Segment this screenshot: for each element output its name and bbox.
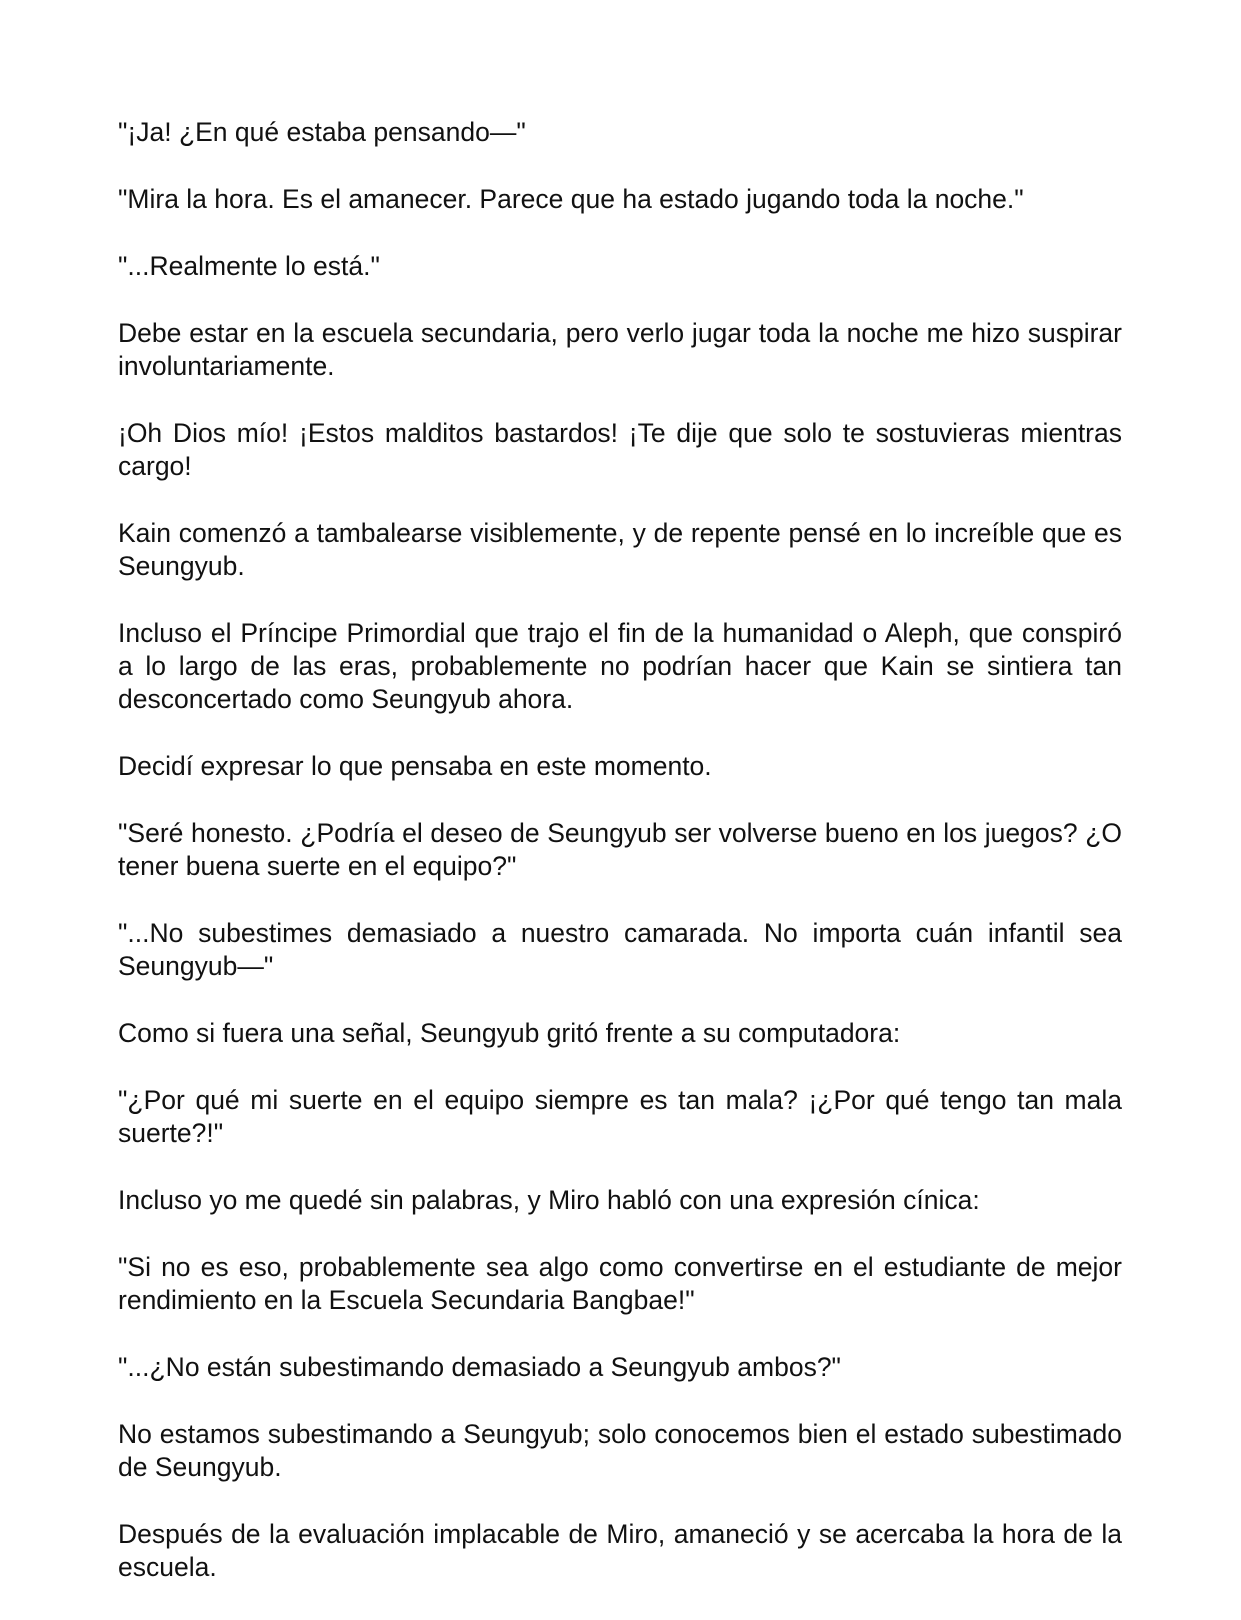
paragraph-7: Incluso el Príncipe Primordial que trajo el fin de la humanidad o Aleph, que conspiró a lo largo de las eras, probablemente no podrían hacer que Kain se sintiera tan desconcertado como Seungyub ahora.: [118, 618, 1122, 714]
paragraph-1: "¡Ja! ¿En qué estaba pensando—": [118, 117, 526, 147]
paragraph-9: "Seré honesto. ¿Podría el deseo de Seungyub ser volverse bueno en los juegos? ¿O tener buena suerte en el equipo?": [118, 818, 1122, 881]
paragraph-4: Debe estar en la escuela secundaria, pero verlo jugar toda la noche me hizo suspirar involuntariamente.: [118, 318, 1122, 381]
paragraph-8: Decidí expresar lo que pensaba en este momento.: [118, 751, 712, 781]
paragraph-17: Después de la evaluación implacable de Miro, amaneció y se acercaba la hora de la escuela.: [118, 1519, 1122, 1582]
paragraph-13: Incluso yo me quedé sin palabras, y Miro habló con una expresión cínica:: [118, 1185, 980, 1215]
paragraph-12: "¿Por qué mi suerte en el equipo siempre es tan mala? ¡¿Por qué tengo tan mala suerte?!": [118, 1085, 1122, 1148]
paragraph-3: "...Realmente lo está.": [118, 251, 380, 281]
paragraph-6: Kain comenzó a tambalearse visiblemente, y de repente pensé en lo increíble que es Seungyub.: [118, 518, 1122, 581]
paragraph-10: "...No subestimes demasiado a nuestro camarada. No importa cuán infantil sea Seungyub—": [118, 918, 1122, 981]
paragraph-14: "Si no es eso, probablemente sea algo como convertirse en el estudiante de mejor rendimiento en la Escuela Secundaria Bangbae!": [118, 1252, 1122, 1315]
paragraph-11: Como si fuera una señal, Seungyub gritó frente a su computadora:: [118, 1018, 901, 1048]
paragraph-2: "Mira la hora. Es el amanecer. Parece que ha estado jugando toda la noche.": [118, 184, 1024, 214]
document-page: [118, 116, 1122, 1618]
paragraph-16: No estamos subestimando a Seungyub; solo conocemos bien el estado subestimado de Seungyub.: [118, 1419, 1122, 1482]
paragraph-5: ¡Oh Dios mío! ¡Estos malditos bastardos! ¡Te dije que solo te sostuvieras mientras cargo!: [118, 418, 1122, 481]
paragraph-15: "...¿No están subestimando demasiado a Seungyub ambos?": [118, 1352, 841, 1382]
